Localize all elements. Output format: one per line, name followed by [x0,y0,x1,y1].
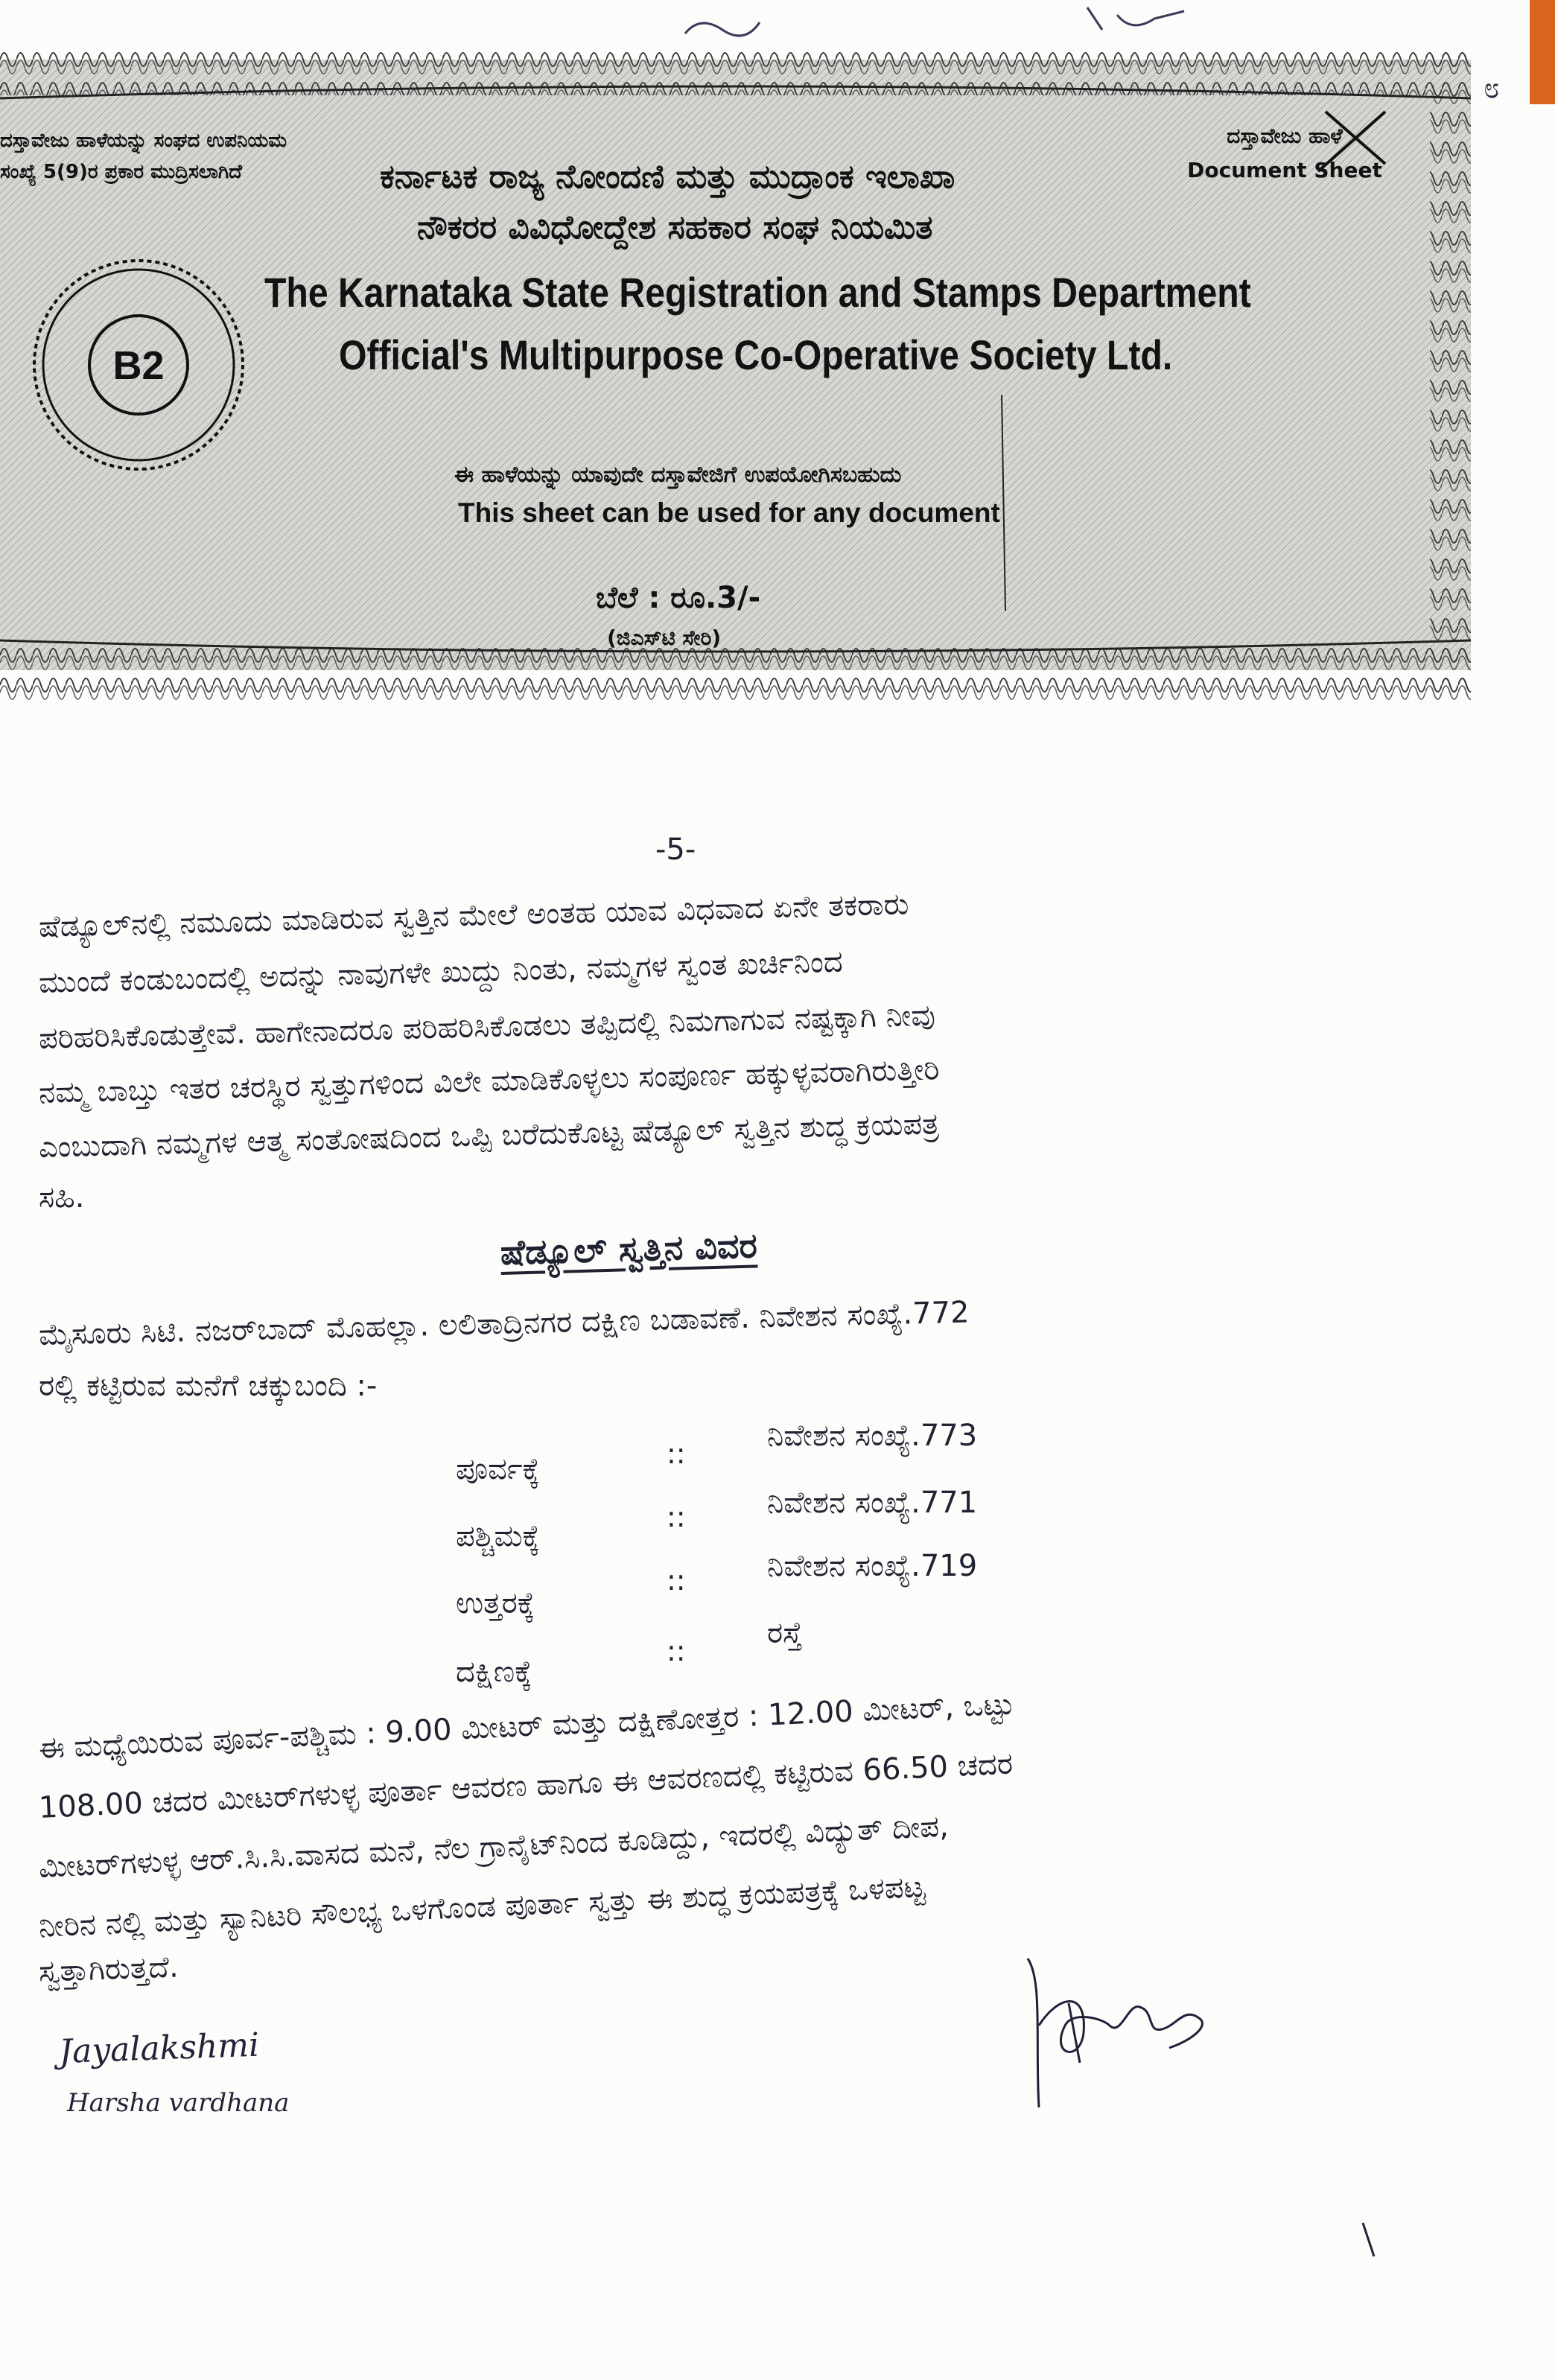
measurement-line: ಸ್ವತ್ತಾಗಿರುತ್ತದೆ. [38,1950,179,1989]
boundary-direction: ಉತ್ತರಕ್ಕೆ [456,1586,535,1620]
paragraph-line: ಪರಿಹರಿಸಿಕೊಡುತ್ತೇವೆ. ಹಾಗೇನಾದರೂ ಪರಿಹರಿಸಿಕೊಡಲು ತಪ್ಪಿದಲ್ಲಿ ನಿಮಗಾಗುವ ನಷ್ಟಕ್ಕಾಗಿ ನೀವು [38,998,936,1056]
usage-note-english: This sheet can be used for any document [458,497,1000,528]
measurement-line: ಈ ಮಧ್ಯೆಯಿರುವ ಪೂರ್ವ-ಪಶ್ಚಿಮ : 9.00 ಮೀಟರ್ ಮತ್ತು ದಕ್ಷಿಣೋತ್ತರ : 12.00 ಮೀಟರ್, ಒಟ್ಟು [37,1687,1016,1766]
signature-jayalakshmi: Jayalakshmi [58,2026,260,2071]
boundary-direction: ದಕ್ಷಿಣಕ್ಕೆ [456,1655,532,1689]
boundary-separator: :: [667,1564,686,1597]
paragraph-line: ಸಹಿ. [39,1180,85,1215]
signature-harsha: Harsha vardhana [67,2088,290,2118]
paragraph-line: ಎಂಬುದಾಗಿ ನಮ್ಮಗಳ ಆತ್ಮ ಸಂತೋಷದಿಂದ ಒಪ್ಪಿ ಬರೆದುಕೊಟ್ಟ ಷೆಡ್ಯೂಲ್ ಸ್ವತ್ತಿನ ಶುದ್ಧ ಕ್ರಯಪತ್ರ [38,1107,940,1165]
paragraph-line: ಷೆಡ್ಯೂಲ್‌ನಲ್ಲಿ ನಮೂದು ಮಾಡಿರುವ ಸ್ವತ್ತಿನ ಮೇಲೆ ಅಂತಹ ಯಾವ ವಿಧವಾದ ಏನೇ ತಕರಾರು [38,887,909,944]
document-sheet-english: Document Sheet [1187,158,1382,182]
measurement-line: ಮೀಟರ್‌ಗಳುಳ್ಳ ಆರ್.ಸಿ.ಸಿ.ವಾಸದ ಮನೆ, ನೆಲ ಗ್ರಾನೈಟ್‌ನಿಂದ ಕೂಡಿದ್ದು, ಇದರಲ್ಲಿ ವಿದ್ಯುತ್ ದೀಪ, [37,1809,950,1885]
society-seal [28,255,249,475]
usage-note-kannada: ಈ ಹಾಳೆಯನ್ನು ಯಾವುದೇ ದಸ್ತಾವೇಜಿಗೆ ಉಪಯೋಗಿಸಬಹುದು [454,462,902,488]
boundary-separator: :: [667,1437,686,1470]
boundary-value: ನಿವೇಶನ ಸಂಖ್ಯೆ.771 [767,1486,978,1520]
top-handwriting-scribble [670,0,1303,45]
paragraph-line: ನಮ್ಮ ಬಾಬ್ತು ಇತರ ಚರಸ್ಥಿರ ಸ್ವತ್ತುಗಳಿಂದ ವಿಲೇ ಮಾಡಿಕೊಳ್ಳಲು ಸಂಪೂರ್ಣ ಹಕ್ಕುಳ್ಳವರಾಗಿರುತ್ತೀರಿ [38,1052,941,1110]
boundary-separator: :: [667,1501,686,1533]
boundary-value: ನಿವೇಶನ ಸಂಖ್ಯೆ.773 [767,1419,978,1453]
paragraph-line: ಮುಂದೆ ಕಂಡುಬಂದಲ್ಲಿ ಅದನ್ನು ನಾವುಗಳೇ ಖುದ್ದು ನಿಂತು, ನಮ್ಮಗಳ ಸ್ವಂತ ಖರ್ಚಿನಿಂದ [38,944,844,1000]
boundary-value: ನಿವೇಶನ ಸಂಖ್ಯೆ.719 [767,1549,978,1583]
stamp-title-english-1: The Karnataka State Registration and Stamps Department [264,269,1251,316]
boundary-direction: ಪೂರ್ವಕ್ಕೆ [456,1452,540,1486]
stray-pen-mark [1355,2219,1385,2264]
schedule-title: ಷೆಡ್ಯೂಲ್ ಸ್ವತ್ತಿನ ವಿವರ [500,1225,758,1273]
stamp-gst-note: (ಜಿಎಸ್‌ಟಿ ಸೇರಿ) [607,626,722,650]
address-line: ರಲ್ಲಿ ಕಟ್ಟಿರುವ ಮನೆಗೆ ಚಕ್ಕುಬಂದಿ :- [39,1369,378,1403]
stamp-bylaw-text [0,125,287,188]
stamp-paper-header [0,45,1482,700]
boundary-direction: ಪಶ್ಚಿಮಕ್ಕೆ [456,1519,540,1553]
page-number: -5- [655,833,696,867]
right-signature [998,1936,1221,2130]
measurement-line: 108.00 ಚದರ ಮೀಟರ್‌ಗಳುಳ್ಳ ಪೂರ್ತಾ ಆವರಣ ಹಾಗೂ ಈ ಆವರಣದಲ್ಲಿ ಕಟ್ಟಿರುವ 66.50 ಚದರ [37,1746,1014,1825]
document-sheet-label [1162,119,1408,188]
boundary-separator: :: [667,1635,686,1667]
document-sheet-kannada: ದಸ್ತಾವೇಜು ಹಾಳೆ [1227,124,1343,148]
boundary-value: ರಸ್ತೆ [767,1616,803,1650]
folder-edge [1530,0,1555,104]
stamp-title-english-2: Official's Multipurpose Co-Operative Society Ltd. [339,331,1173,378]
seal-code: B2 [112,343,165,388]
stamp-title-kannada-1: ಕರ್ನಾಟಕ ರಾಜ್ಯ ನೋಂದಣಿ ಮತ್ತು ಮುದ್ರಾಂಕ ಇಲಾಖಾ [380,158,955,196]
measurement-line: ನೀರಿನ ನಲ್ಲಿ ಮತ್ತು ಸ್ಯಾನಿಟರಿ ಸೌಲಭ್ಯ ಒಳಗೊಂಡ ಪೂರ್ತಾ ಸ್ವತ್ತು ಈ ಶುದ್ಧ ಕ್ರಯಪತ್ರಕ್ಕೆ ಒಳಪಟ್ಟ [37,1869,926,1944]
bylaw-line-2: ಸಂಖ್ಯೆ 5(9)ರ ಪ್ರಕಾರ ಮುದ್ರಿಸಲಾಗಿದೆ [0,161,243,183]
stamp-price: ಬೆಲೆ : ರೂ.3/- [596,581,761,615]
bylaw-line-1: ದಸ್ತಾವೇಜು ಹಾಳೆಯನ್ನು ಸಂಘದ ಉಪನಿಯಮ [0,130,287,152]
page-corner-number: ೮ [1484,71,1500,104]
address-line: ಮೈಸೂರು ಸಿಟಿ. ನಜರ್‌ಬಾದ್ ಮೊಹಲ್ಲಾ. ಲಲಿತಾದ್ರಿನಗರ ದಕ್ಷಿಣ ಬಡಾವಣೆ. ನಿವೇಶನ ಸಂಖ್ಯೆ.772 [38,1295,970,1352]
left-signatures [52,2011,395,2130]
stamp-title-kannada-2: ನೌಕರರ ವಿವಿಧೋದ್ದೇಶ ಸಹಕಾರ ಸಂಘ ನಿಯಮಿತ [417,209,933,246]
